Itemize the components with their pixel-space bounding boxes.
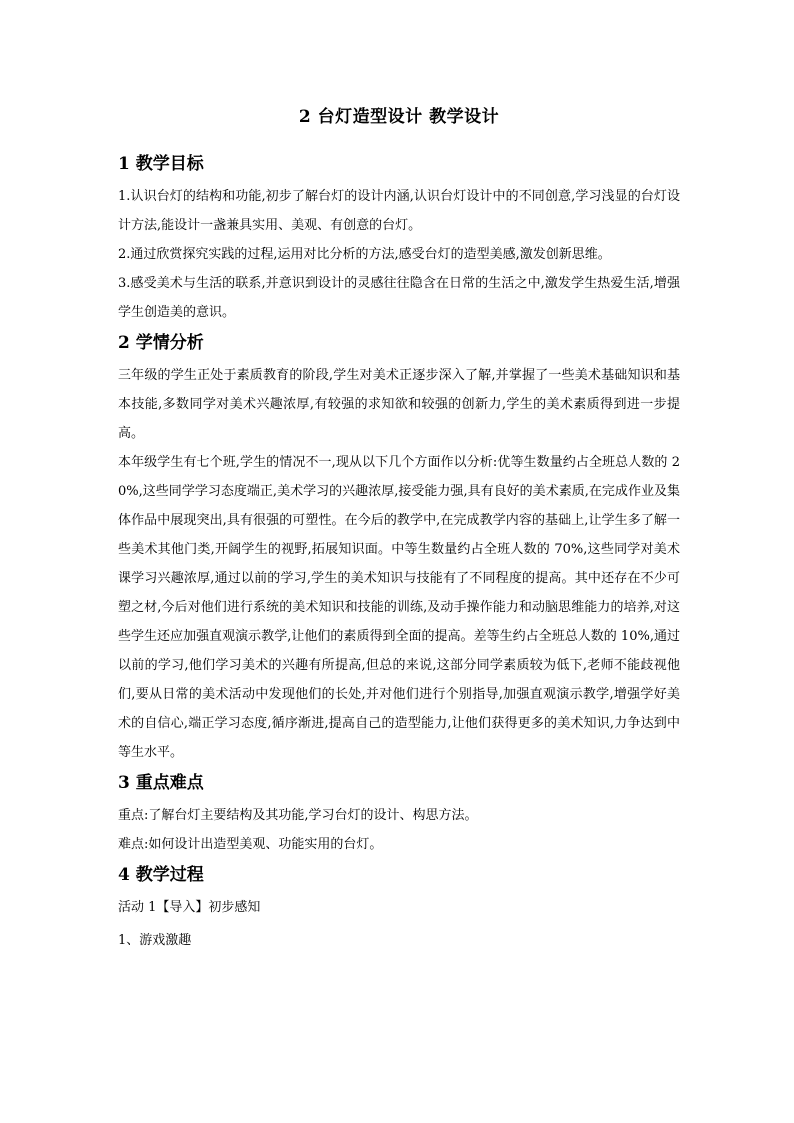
section-heading: 2 学情分析 <box>118 333 204 353</box>
paragraph: 本年级学生有七个班,学生的情况不一,现从以下几个方面作以分析:优等生数量约占全班总人数的 20%,这些同学学习态度端正,美术学习的兴趣浓厚,接受能力强,具有良好的美术素质,在完成作业及集体作品中展现突出,具有很强的可塑性。在今后的教学中,在完成教学内容的基础上,让学生多了解一些美术其他门类,开阔学生的视野,拓展知识面。中等生数量约占全班人数的 70%,这些同学对美术课学习兴趣浓厚,通过以前的学习,学生的美术知识与技能有了不同程度的提高。其中还存在不少可塑之材,今后对他们进行系统的美术知识和技能的训练,及动手操作能力和动脑思维能力的培养,对这些学生还应加强直观演示教学,让他们的素质得到全面的提高。差等生约占全班总人数的 10%,通过以前的学习,他们学习美术的兴趣有所提高,但总的来说,这部分同学素质较为低下,老师不能歧视他们,要从日常的美术活动中发现他们的长处,并对他们进行个别指导,加强直观演示教学,增强学好美术的自信心,端正学习态度,循序渐进,提高自己的造型能力,让他们获得更多的美术知识,力争达到中等生水平。 <box>118 455 680 760</box>
section-key-difficulties <box>118 767 680 859</box>
section-teaching-process <box>118 859 680 955</box>
paragraph: 3.感受美术与生活的联系,并意识到设计的灵感往往隐含在日常的生活之中,激发学生热爱生活,增强学生创造美的意识。 <box>118 276 680 320</box>
section-heading: 3 重点难点 <box>118 773 204 793</box>
section-heading: 4 教学过程 <box>118 865 204 885</box>
section-heading: 1 教学目标 <box>118 154 204 174</box>
section-student-analysis <box>118 327 680 767</box>
paragraph: 难点:如何设计出造型美观、功能实用的台灯。 <box>118 837 383 852</box>
paragraph: 2.通过欣赏探究实践的过程,运用对比分析的方法,感受台灯的造型美感,激发创新思维。 <box>118 247 611 262</box>
document-page <box>118 100 680 955</box>
document-title: 2 台灯造型设计 教学设计 <box>298 107 500 127</box>
paragraph: 三年级的学生正处于素质教育的阶段,学生对美术正逐步深入了解,并掌握了一些美术基础知识和基本技能,多数同学对美术兴趣浓厚,有较强的求知欲和较强的创新力,学生的美术素质得到进一步提高。 <box>118 368 680 441</box>
section-teaching-goals <box>118 148 680 327</box>
paragraph: 重点:了解台灯主要结构及其功能,学习台灯的设计、构思方法。 <box>118 808 478 823</box>
paragraph: 1.认识台灯的结构和功能,初步了解台灯的设计内涵,认识台灯设计中的不同创意,学习浅显的台灯设计方法,能设计一盏兼具实用、美观、有创意的台灯。 <box>118 189 680 233</box>
activity-step: 1、游戏激趣 <box>118 933 192 948</box>
activity-label: 活动 1【导入】初步感知 <box>118 900 261 915</box>
